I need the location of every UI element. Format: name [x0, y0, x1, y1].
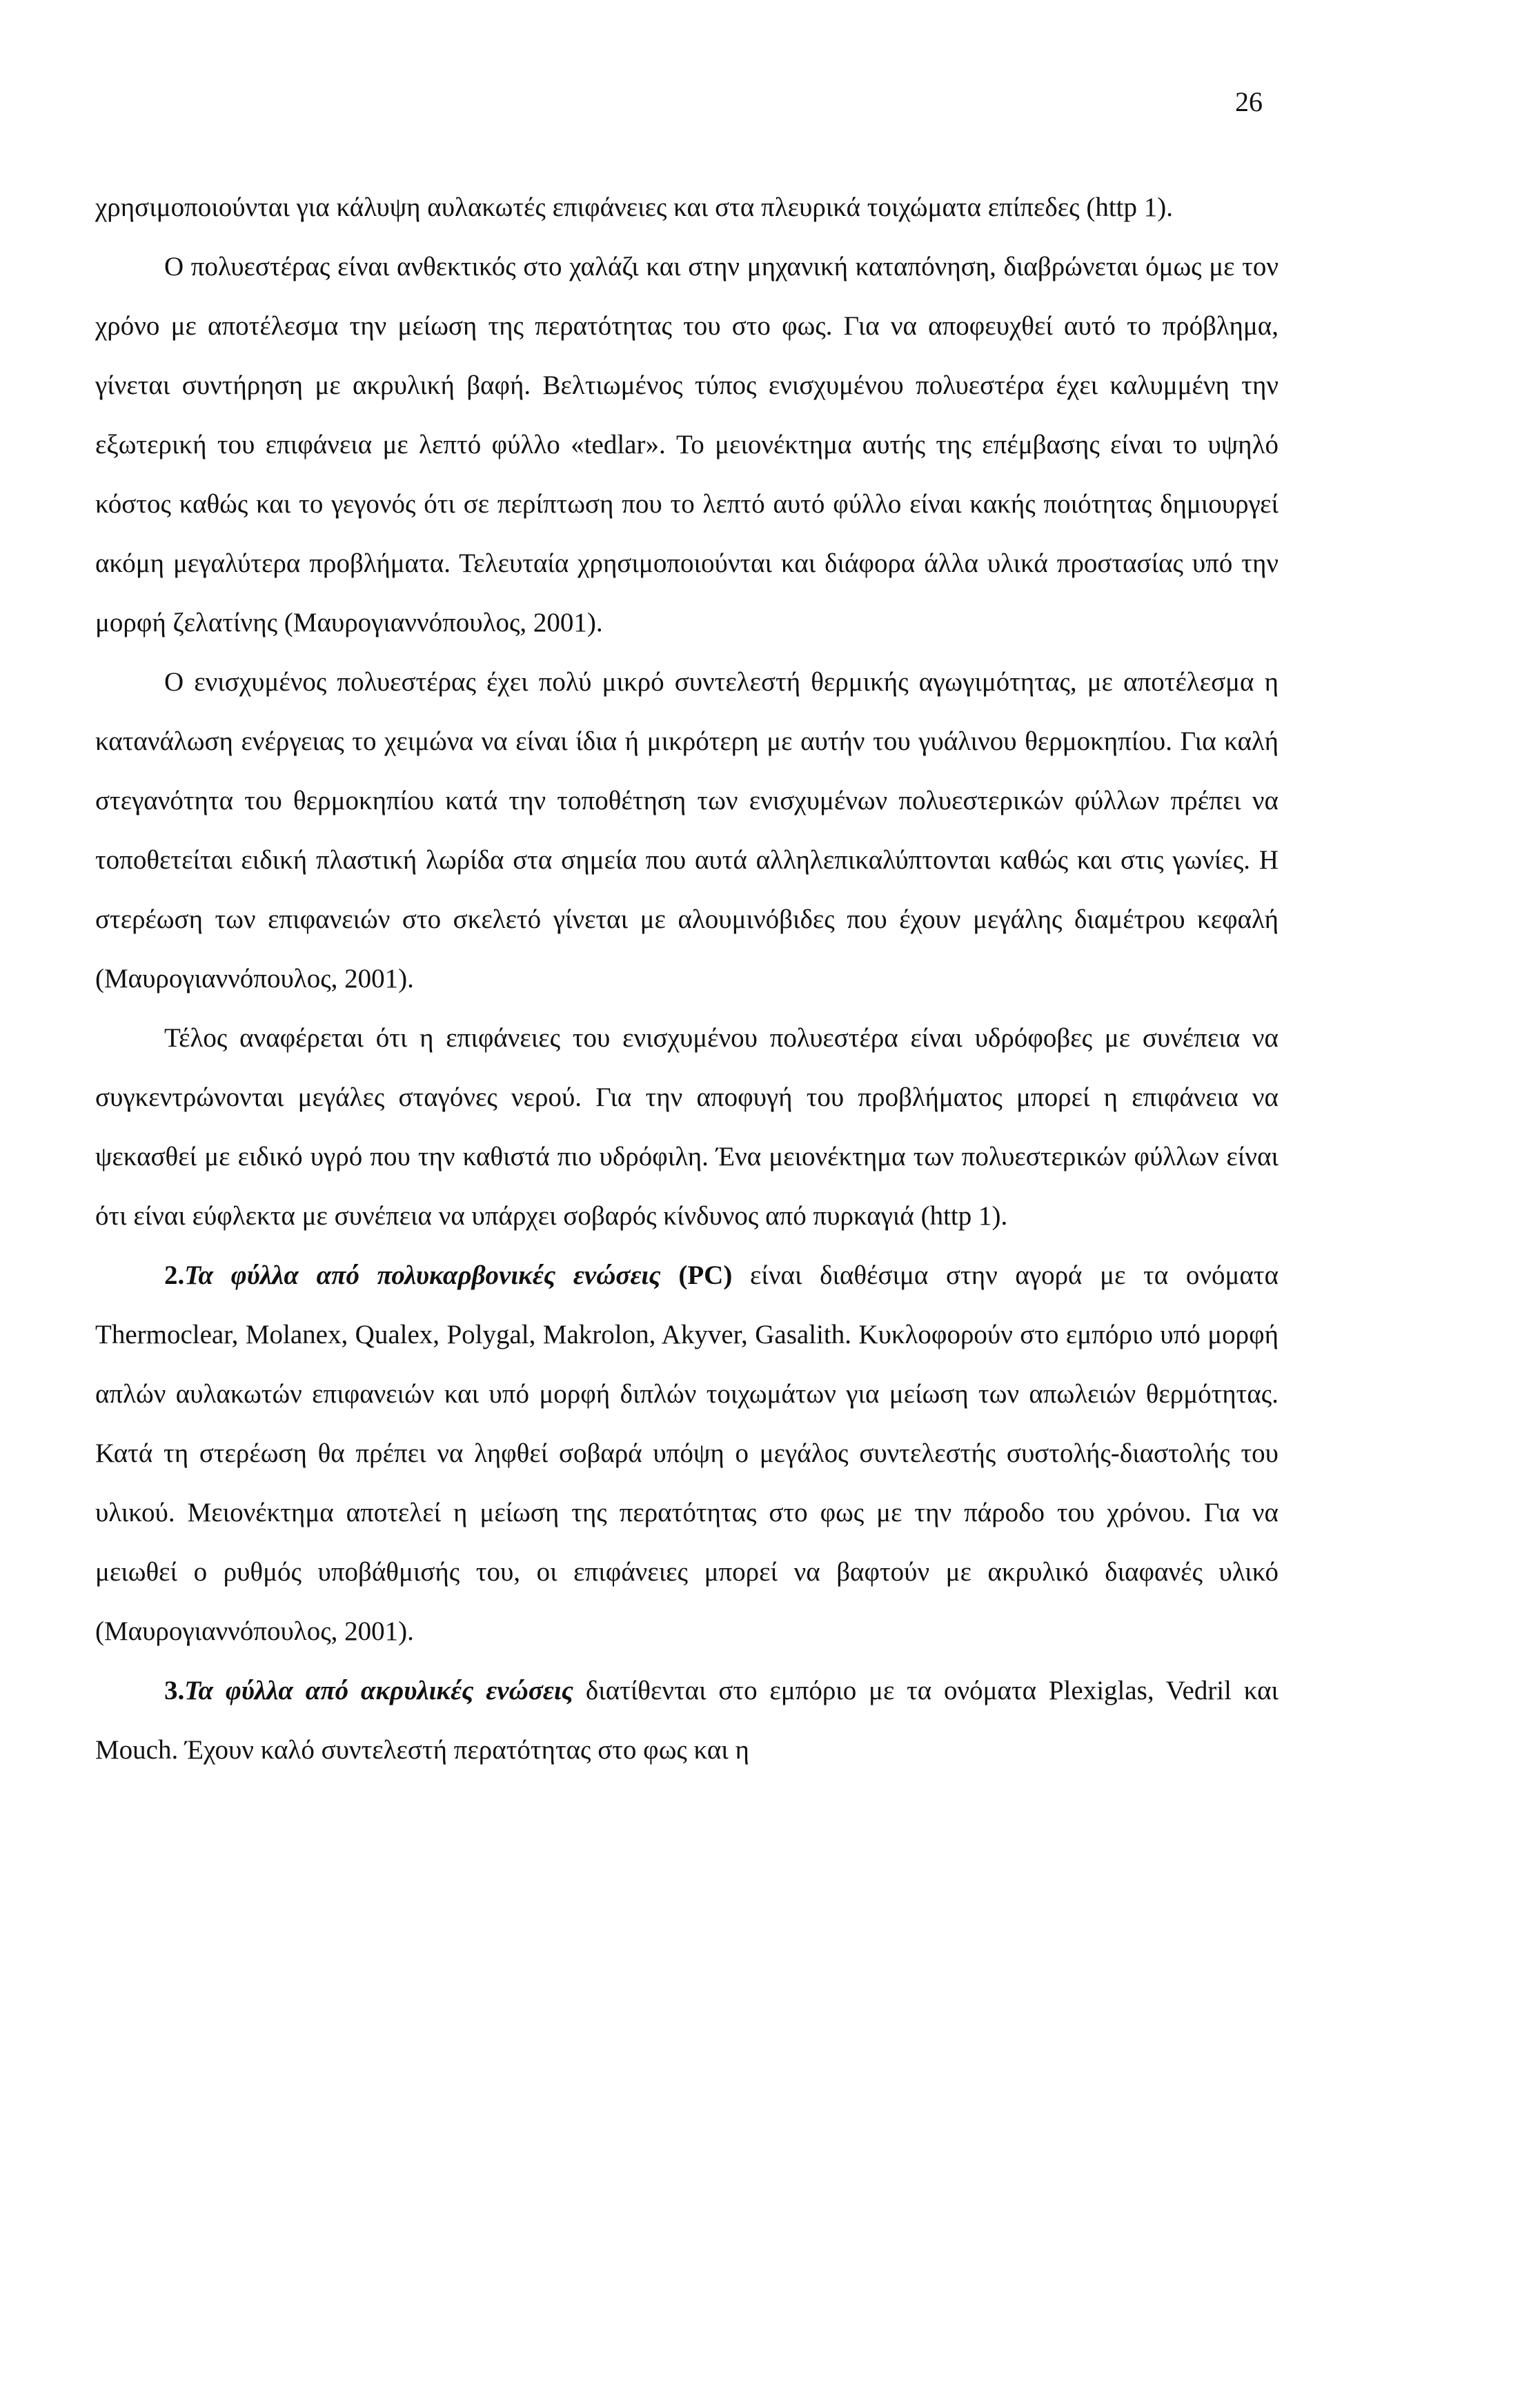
paragraph-polyester-durability: Ο πολυεστέρας είναι ανθεκτικός στο χαλάζι και στην μηχανική καταπόνηση, διαβρώνεται όμως με τον χρόνο με αποτέλεσμα την μείωση της περατότητας του στο φως. Για να αποφευχθεί αυτό το πρόβλημα, γίνεται συντήρηση με ακρυλική βαφή. Βελτιωμένος τύπος ενισχυμένου πολυεστέρα έχει καλυμμένη την εξωτερική του επιφάνεια με λεπτό φύλλο «tedlar». Το μειονέκτημα αυτής της επέμβασης είναι το υψηλό κόστος καθώς και το γεγονός ότι σε περίπτωση που το λεπτό αυτό φύλλο είναι κακής ποιότητας δημιουργεί ακόμη μεγαλύτερα προβλήματα. Τελευταία χρησιμοποιούνται και διάφορα άλλα υλικά προστασίας υπό την μορφή ζελατίνης (Μαυρογιαννόπουλος, 2001).: [95, 252, 1279, 637]
paragraph-thermal-conductivity: Ο ενισχυμένος πολυεστέρας έχει πολύ μικρό συντελεστή θερμικής αγωγιμότητας, με αποτέλεσμα η κατανάλωση ενέργειας το χειμώνα να είναι ίδια ή μικρότερη με αυτήν του γυάλινου θερμοκηπίου. Για καλή στεγανότητα του θερμοκηπίου κατά την τοποθέτηση των ενισχυμένων πολυεστερικών φύλλων πρέπει να τοποθετείται ειδική πλαστική λωρίδα στα σημεία που αυτά αλληλεπικαλύπτονται καθώς και στις γωνίες. Η στερέωση των επιφανειών στο σκελετό γίνεται με αλουμινόβιδες που έχουν μεγάλης διαμέτρου κεφαλή (Μαυρογιαννόπουλος, 2001).: [95, 667, 1279, 993]
section-title: Τα φύλλα από πολυκαρβονικές ενώσεις: [184, 1260, 661, 1290]
body-text: [95, 178, 1279, 1780]
paragraph-polycarbonate: [95, 1246, 1279, 1661]
paragraph-continuation: χρησιμοποιούνται για κάλυψη αυλακωτές επιφάνειες και στα πλευρικά τοιχώματα επίπεδες (http 1).: [95, 192, 1173, 222]
section-body: διατίθενται στο εμπόριο με τα ονόματα Plexiglas, Vedril και Mouch. Έχουν καλό συντελεστή περατότητας στο φως και η: [95, 1676, 1279, 1765]
paragraph-acrylic: [95, 1661, 1279, 1780]
section-number: 2.: [164, 1260, 185, 1290]
section-body: είναι διαθέσιμα στην αγορά με τα ονόματα Thermoclear, Molanex, Qualex, Polygal, Makrolon, Akyver, Gasalith. Κυκλοφορούν στο εμπόριο υπό μορφή απλών αυλακωτών επιφανειών και υπό μορφή διπλών τοιχωμάτων για μείωση των απωλειών θερμότητας. Κατά τη στερέωση θα πρέπει να ληφθεί σοβαρά υπόψη ο μεγάλος συντελεστής συστολής-διαστολής του υλικού. Μειονέκτημα αποτελεί η μείωση της περατότητας στο φως με την πάροδο του χρόνου. Για να μειωθεί ο ρυθμός υποβάθμισής του, οι επιφάνειες μπορεί να βαφτούν με ακρυλικό διαφανές υλικό (Μαυρογιαννόπουλος, 2001).: [95, 1260, 1279, 1646]
page-number: 26: [1235, 86, 1263, 117]
section-abbreviation: (PC): [678, 1260, 733, 1290]
section-number: 3.: [164, 1676, 185, 1705]
paragraph-hydrophobic-surfaces: Τέλος αναφέρεται ότι η επιφάνειες του ενισχυμένου πολυεστέρα είναι υδρόφοβες με συνέπεια να συγκεντρώνονται μεγάλες σταγόνες νερού. Για την αποφυγή του προβλήματος μπορεί η επιφάνεια να ψεκασθεί με ειδικό υγρό που την καθιστά πιο υδρόφιλη. Ένα μειονέκτημα των πολυεστερικών φύλλων είναι ότι είναι εύφλεκτα με συνέπεια να υπάρχει σοβαρός κίνδυνος από πυρκαγιά (http 1).: [95, 1023, 1279, 1231]
section-title: Τα φύλλα από ακρυλικές ενώσεις: [184, 1676, 574, 1705]
